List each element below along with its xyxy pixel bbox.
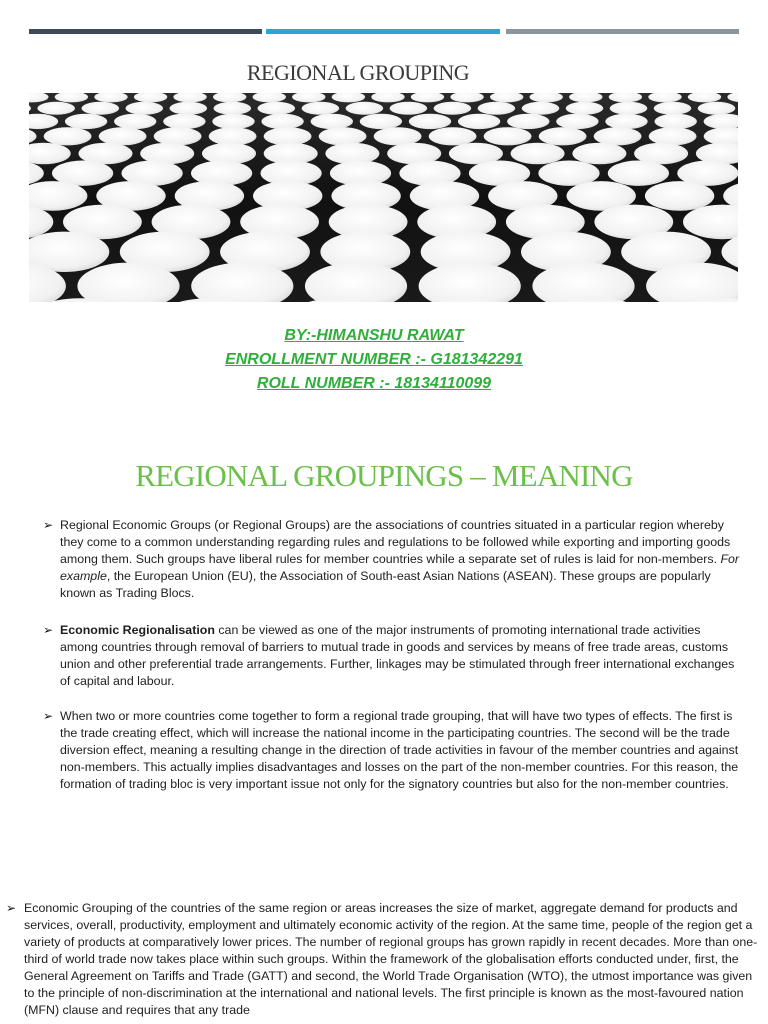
p1-text: Regional Economic Groups (or Regional Groups) are the associations of countries situated in a particular region whereby they come to a common understanding regarding rules and regulations to be followed while exporting and importing goods among them. Such groups have liberal rules for member countries while a separate set of rules is laid for non-members. bbox=[60, 518, 731, 566]
enrollment-number: ENROLLMENT NUMBER :- G181342291 bbox=[225, 351, 523, 368]
disc bbox=[170, 102, 208, 115]
p2-bold-term: Economic Regionalisation bbox=[60, 623, 215, 637]
disc bbox=[434, 102, 472, 115]
paragraph-regional-groups bbox=[43, 517, 740, 602]
disc bbox=[114, 114, 156, 129]
p1-text-end: , the European Union (EU), the Association of South-east Asian Nations (ASEAN). These groups are popularly known as Trading Blocs. bbox=[60, 569, 711, 600]
disc bbox=[566, 102, 604, 115]
disc bbox=[608, 161, 669, 186]
paragraph-economic-grouping bbox=[6, 900, 762, 1019]
disc bbox=[44, 127, 92, 145]
top-accent-bar-dark bbox=[29, 29, 262, 34]
top-accent-bar-gray bbox=[506, 29, 739, 34]
disc bbox=[302, 102, 340, 115]
disc bbox=[511, 143, 565, 165]
arrow-bullet-icon: ➢ bbox=[43, 709, 54, 723]
arrow-bullet-icon: ➢ bbox=[6, 901, 17, 915]
disc bbox=[522, 102, 560, 115]
disc bbox=[264, 127, 312, 145]
disc bbox=[556, 114, 598, 129]
disc bbox=[654, 102, 692, 115]
meaning-title: REGIONAL GROUPINGS – MEANING bbox=[135, 458, 633, 493]
disc bbox=[37, 102, 75, 115]
disc bbox=[214, 102, 252, 115]
p1-emphasis: For example bbox=[60, 552, 740, 583]
disc bbox=[126, 102, 164, 115]
disc bbox=[360, 114, 402, 129]
disc bbox=[374, 127, 422, 145]
disc bbox=[65, 114, 107, 129]
paragraph-economic-regionalisation bbox=[43, 622, 740, 690]
disc bbox=[154, 127, 202, 145]
disc bbox=[594, 127, 642, 145]
disc bbox=[655, 114, 697, 129]
p4-text: Economic Grouping of the countries of the same region or areas increases the size of market, aggregate demand for products and services, overall, productivity, employment and ultimately economic activity of the region. At the same time, people of the region get a variety of products at comparatively lower prices. The number of regional groups has grown rapidly in recent decades. More than one-third of world trade now takes place within such groups. Within the framework of the globalisation efforts conducted under, first, the General Agreement on Tariffs and Trade (GATT) and second, the World Trade Organisation (WTO), the utmost importance was given to the principle of non-discrimination at the international and national levels. The first principle is known as the most-favoured nation (MFN) clause and requires that any trade bbox=[24, 901, 758, 1017]
disc bbox=[645, 181, 714, 211]
disc bbox=[311, 114, 353, 129]
disc bbox=[319, 127, 367, 145]
arrow-bullet-icon: ➢ bbox=[43, 623, 54, 637]
disc bbox=[539, 127, 587, 145]
paragraph-trade-effects bbox=[43, 708, 740, 793]
p3-text: When two or more countries come together to form a regional trade grouping, that will have two types of effects. The first is the trade creating effect, which will increase the national income in the participating countries. The second will be the trade diversion effect, meaning a resulting change in the direction of trade activities in favour of the member countries and against non-members. This actually implies disadvantages and losses on the part of the non-member countries. For this reason, the formation of trading bloc is very important issue not only for the signatory countries but also for the non-member countries. bbox=[60, 709, 739, 791]
disc bbox=[478, 102, 516, 115]
disc bbox=[610, 102, 648, 115]
disc bbox=[82, 102, 120, 115]
disc bbox=[99, 127, 147, 145]
disc bbox=[649, 127, 697, 145]
top-accent-bar-blue bbox=[266, 29, 500, 34]
disc bbox=[209, 127, 257, 145]
arrow-bullet-icon: ➢ bbox=[43, 518, 54, 532]
disc bbox=[261, 114, 303, 129]
disc bbox=[409, 114, 451, 129]
p2-text: can be viewed as one of the major instruments of promoting international trade activities among countries through removal of barriers to mutual trade in goods and services by means of free trade areas, customs union and other preferential trade arrangements. Further, linkages may be stimulated through freer international exchanges of capital and labour. bbox=[60, 623, 735, 688]
roll-number: ROLL NUMBER :- 18134110099 bbox=[256, 375, 492, 392]
author-name: BY:-HIMANSHU RAWAT bbox=[284, 327, 464, 344]
disc bbox=[212, 114, 254, 129]
disc bbox=[507, 114, 549, 129]
disc bbox=[458, 114, 500, 129]
disc bbox=[429, 127, 477, 145]
disc bbox=[163, 114, 205, 129]
white-discs-pattern-image bbox=[29, 93, 738, 302]
disc bbox=[572, 143, 626, 165]
disc bbox=[258, 102, 296, 115]
hero-image bbox=[29, 93, 738, 302]
disc bbox=[390, 102, 428, 115]
slide-title: REGIONAL GROUPING bbox=[246, 60, 470, 85]
disc bbox=[605, 114, 647, 129]
disc bbox=[484, 127, 532, 145]
disc bbox=[698, 102, 736, 115]
disc bbox=[346, 102, 384, 115]
